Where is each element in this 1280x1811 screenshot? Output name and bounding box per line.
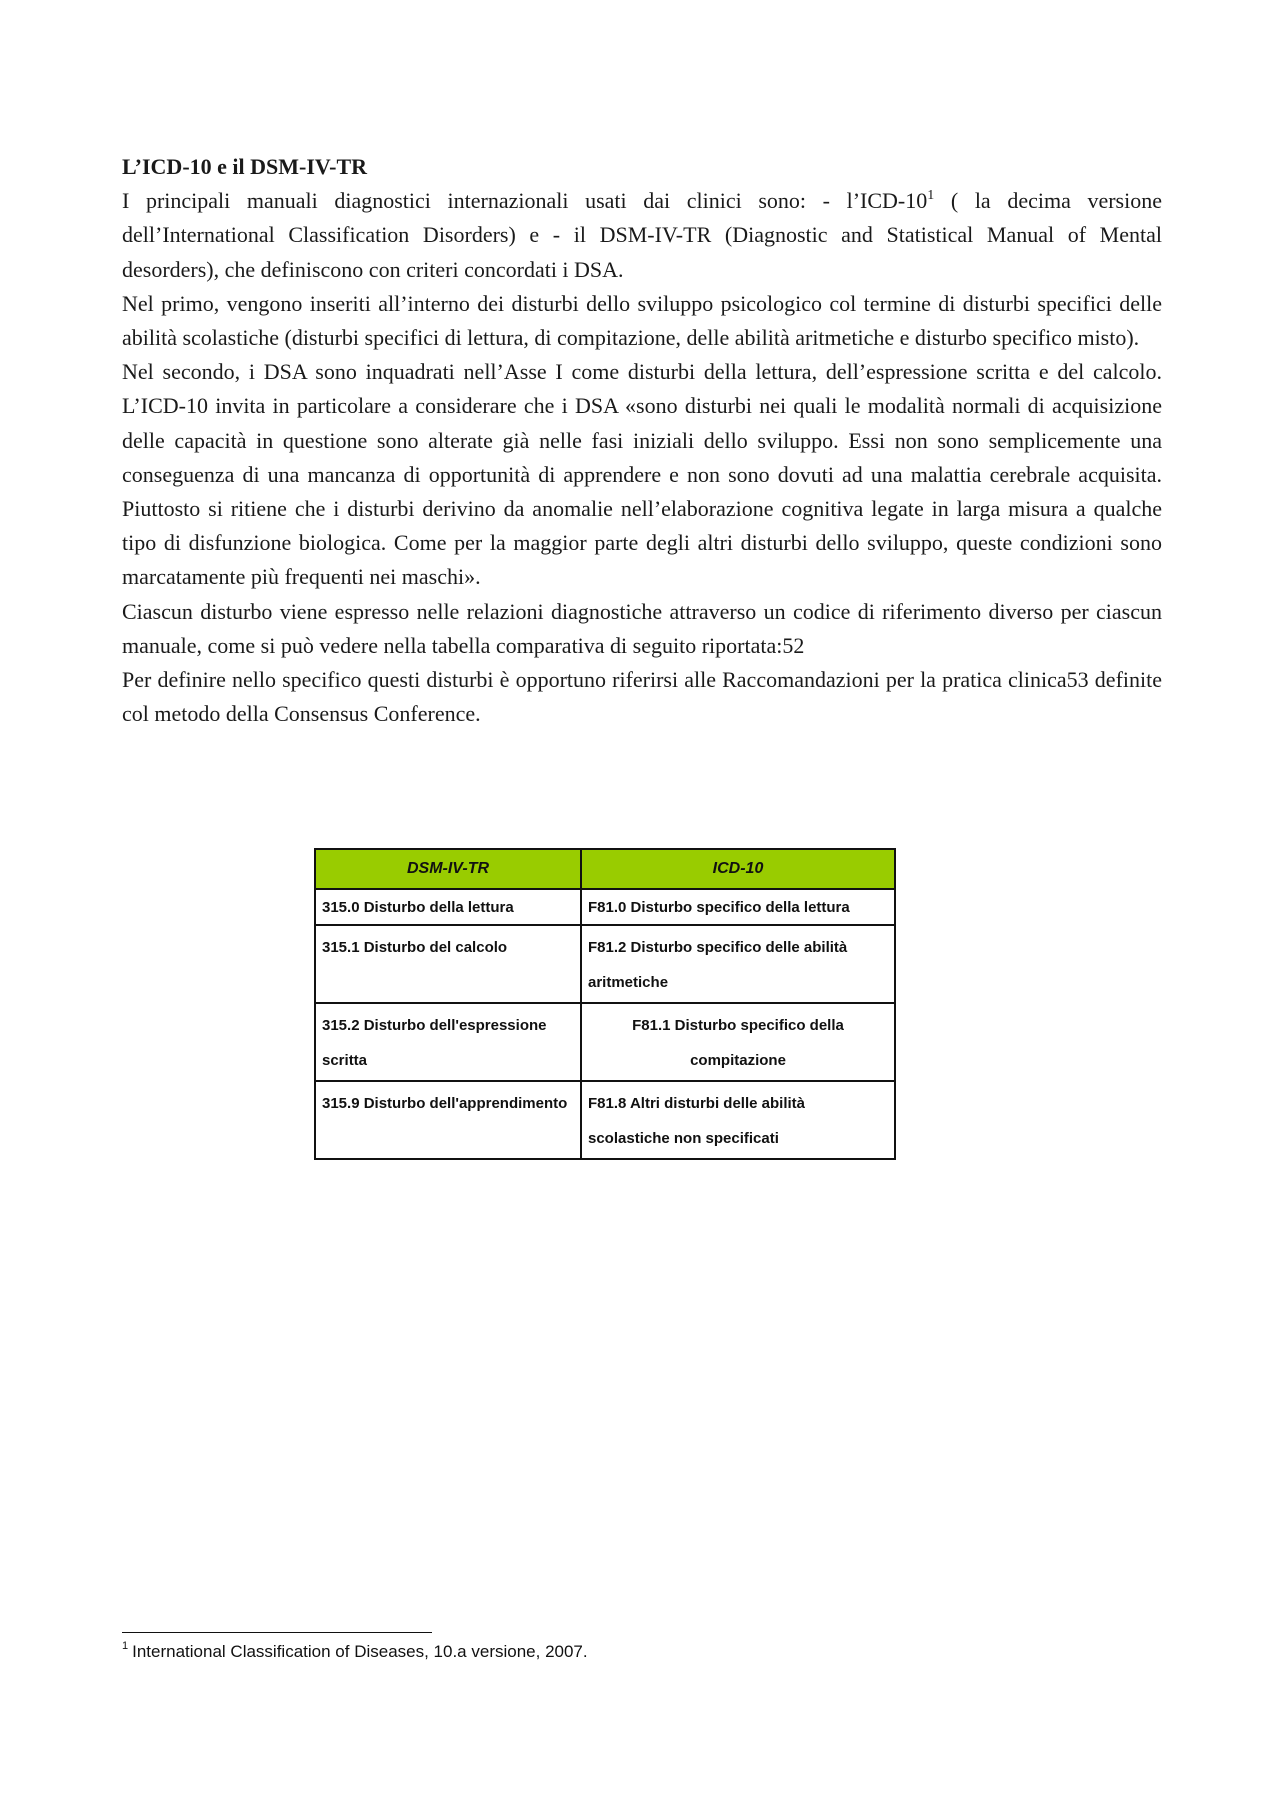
- table-header-row: [315, 849, 895, 889]
- table-cell-dsm: 315.0 Disturbo della lettura: [315, 889, 581, 925]
- table-cell-dsm: 315.2 Disturbo dell'espressione scritta: [315, 1003, 581, 1081]
- footnote-ref[interactable]: 1: [927, 188, 935, 204]
- table-cell-dsm: 315.1 Disturbo del calcolo: [315, 925, 581, 1003]
- table-cell-icd: F81.1 Disturbo specifico della compitazione: [581, 1003, 895, 1081]
- paragraph-1-text-cont: ( la decima versione dell’International Classification Disorders) e - il DSM-IV-TR (Diagnostic and Statistical Manual of Mental desorders), che definiscono con criteri concordati i DSA.: [122, 188, 1162, 282]
- paragraph-1: [122, 184, 1162, 287]
- table-header-icd: ICD-10: [581, 849, 895, 889]
- comparison-table-wrapper: [314, 848, 896, 1160]
- body-text: [122, 150, 1162, 731]
- footnote-marker: 1: [122, 1640, 129, 1652]
- paragraph-2: Nel primo, vengono inseriti all’interno dei disturbi dello sviluppo psicologico col termine di disturbi specifici delle abilità scolastiche (disturbi specifici di lettura, di compitazione, delle abilità aritmetiche e disturbo specifico misto).: [122, 290, 1162, 351]
- table-cell-icd: F81.8 Altri disturbi delle abilità scolastiche non specificati: [581, 1081, 895, 1159]
- table-cell-icd: F81.0 Disturbo specifico della lettura: [581, 889, 895, 925]
- table-row: [315, 1081, 895, 1159]
- table-cell-dsm: 315.9 Disturbo dell'apprendimento: [315, 1081, 581, 1159]
- section-heading: L’ICD-10 e il DSM-IV-TR: [122, 154, 368, 179]
- table-row: [315, 1003, 895, 1081]
- paragraph-4: Ciascun disturbo viene espresso nelle relazioni diagnostiche attraverso un codice di riferimento diverso per ciascun manuale, come si può vedere nella tabella comparativa di seguito riportata:52: [122, 598, 1162, 658]
- table-header-dsm: DSM-IV-TR: [315, 849, 581, 889]
- comparison-table: [314, 848, 896, 1160]
- footnote: [122, 1642, 588, 1662]
- table-row: [315, 889, 895, 925]
- paragraph-1-text: I principali manuali diagnostici internazionali usati dai clinici sono: - l’ICD-10: [122, 188, 928, 214]
- table-row: [315, 925, 895, 1003]
- paragraph-3: Nel secondo, i DSA sono inquadrati nell’Asse I come disturbi della lettura, dell’espressione scritta e del calcolo. L’ICD-10 invita in particolare a considerare che i DSA «sono disturbi nei quali le modalità normali di acquisizione delle capacità in questione sono alterate già nelle fasi iniziali dello sviluppo. Essi non sono semplicemente una conseguenza di una mancanza di opportunità di apprendere e non sono dovuti ad una malattia cerebrale acquisita. Piuttosto si ritiene che i disturbi derivino da anomalie nell’elaborazione cognitiva legate in larga misura a qualche tipo di disfunzione biologica. Come per la maggior parte degli altri disturbi dello sviluppo, queste condizioni sono marcatamente più frequenti nei maschi».: [122, 359, 1162, 590]
- footnote-separator: [122, 1632, 432, 1633]
- table-cell-icd: F81.2 Disturbo specifico delle abilità aritmetiche: [581, 925, 895, 1003]
- footnote-text: International Classification of Diseases, 10.a versione, 2007.: [132, 1642, 588, 1661]
- paragraph-5: Per definire nello specifico questi disturbi è opportuno riferirsi alle Raccomandazioni per la pratica clinica53 definite col metodo della Consensus Conference.: [122, 667, 1162, 727]
